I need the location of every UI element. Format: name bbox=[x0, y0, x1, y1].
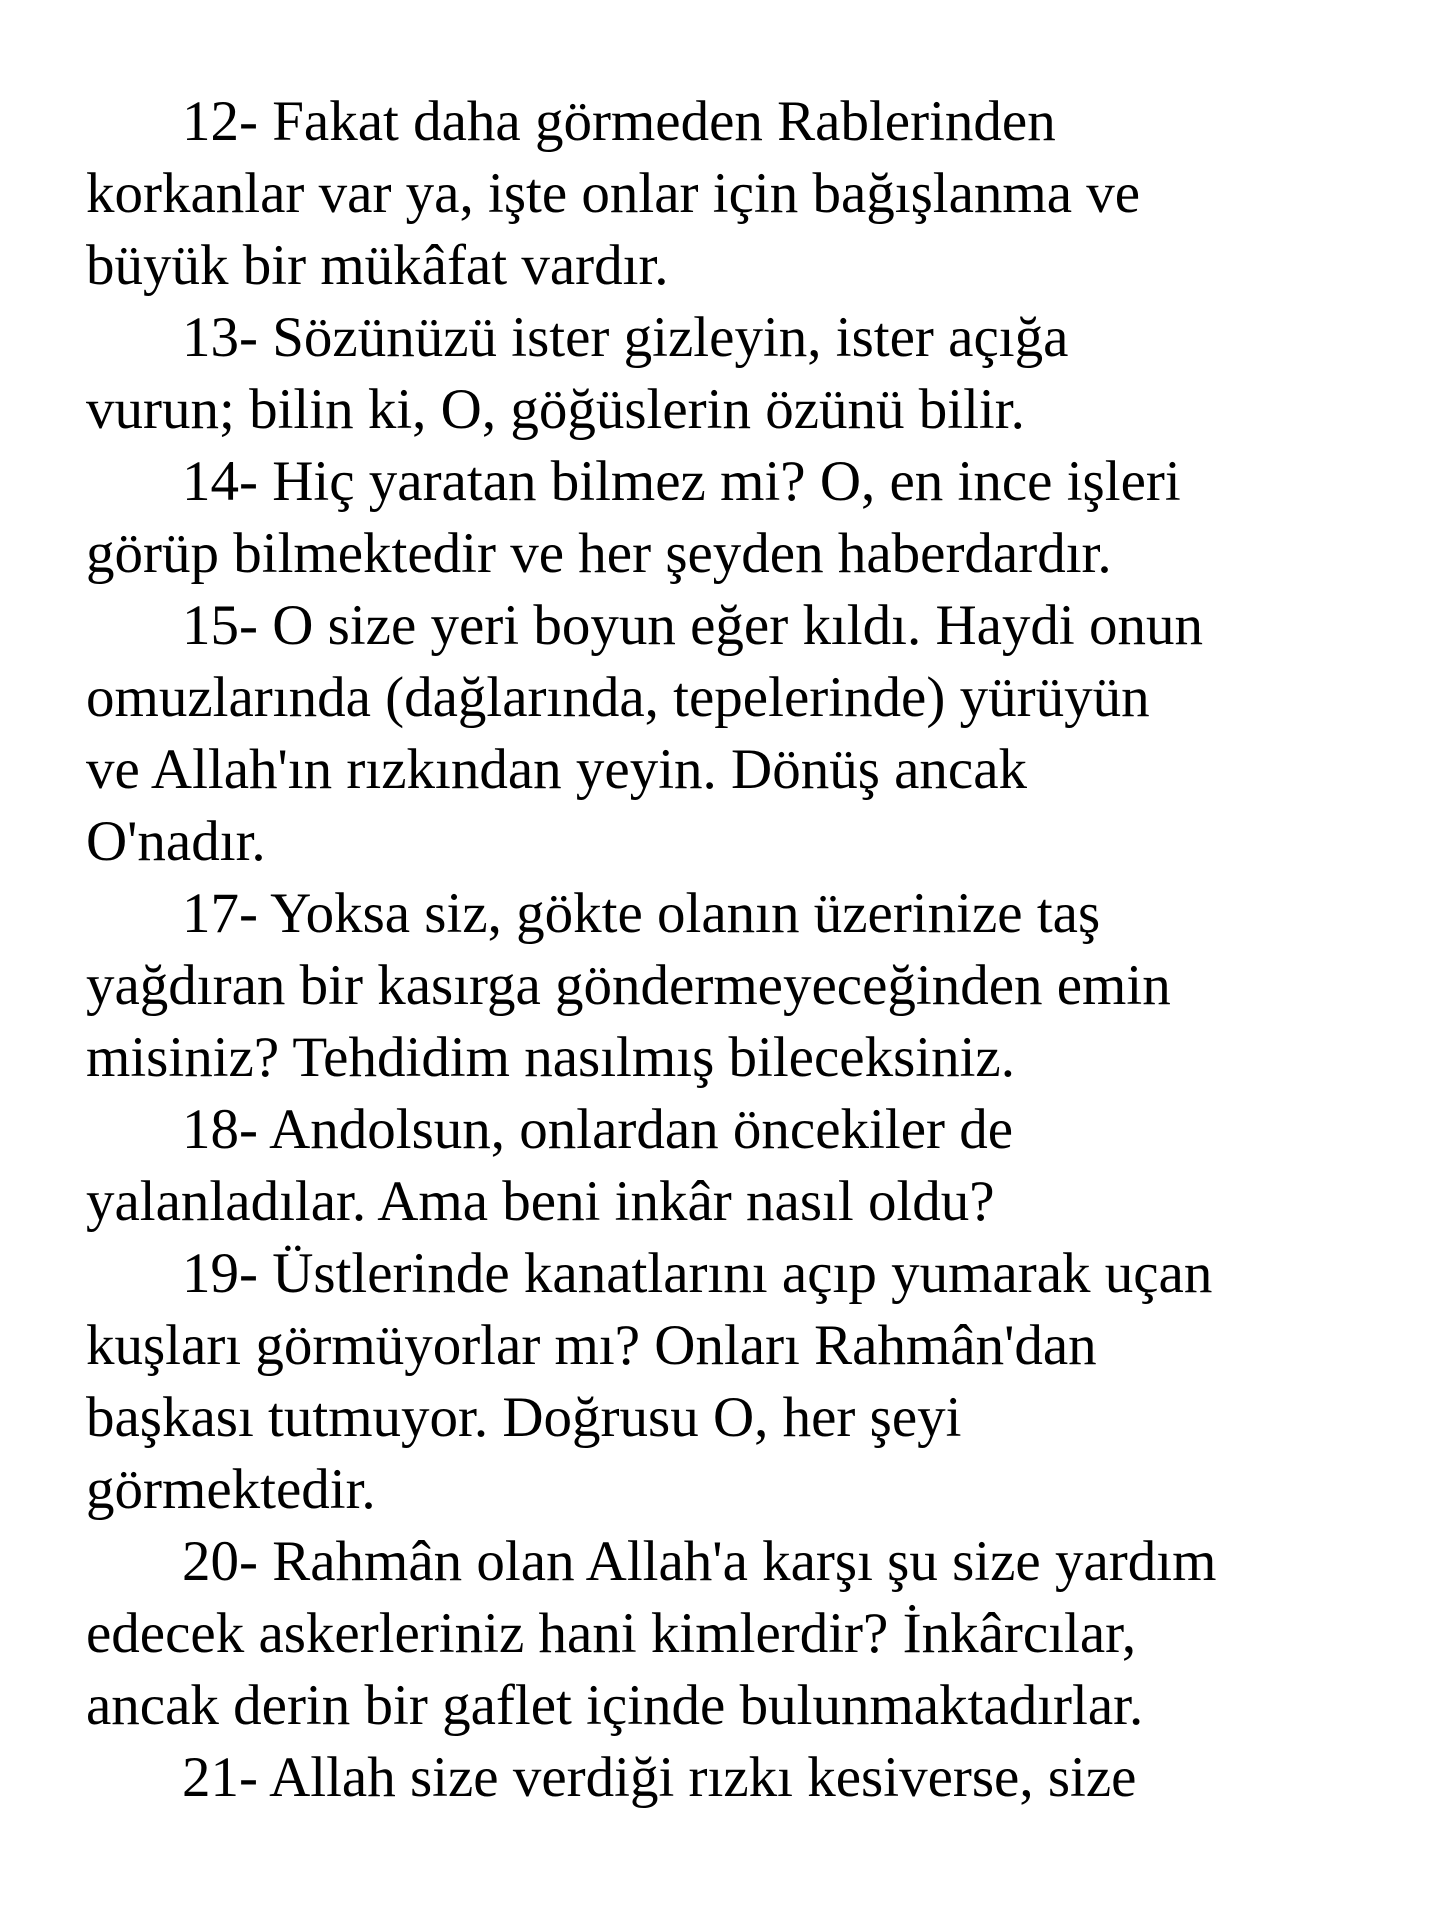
verse-12-line-3: büyük bir mükâfat vardır. bbox=[86, 234, 669, 297]
verse-18-line-1: 18- Andolsun, onlardan öncekiler de bbox=[182, 1098, 1014, 1161]
verse-19-line-2: kuşları görmüyorlar mı? Onları Rahmân'dan bbox=[86, 1314, 1097, 1377]
verse-13-line-2: vurun; bilin ki, O, göğüslerin özünü bilir. bbox=[86, 378, 1025, 441]
verse-12-line-1: 12- Fakat daha görmeden Rablerinden bbox=[182, 90, 1056, 153]
verse-19-line-1: 19- Üstlerinde kanatlarını açıp yumarak uçan bbox=[182, 1242, 1213, 1305]
verse-15-line-3: ve Allah'ın rızkından yeyin. Dönüş ancak bbox=[86, 738, 1028, 801]
verse-18-line-2: yalanladılar. Ama beni inkâr nasıl oldu? bbox=[86, 1170, 995, 1233]
verse-19-line-3: başkası tutmuyor. Doğrusu O, her şeyi bbox=[86, 1386, 962, 1449]
verse-14-line-2: görüp bilmektedir ve her şeyden haberdardır. bbox=[86, 522, 1112, 585]
verse-19-line-4: görmektedir. bbox=[86, 1458, 376, 1521]
verse-15-line-2: omuzlarında (dağlarında, tepelerinde) yürüyün bbox=[86, 666, 1150, 729]
verse-21-line-1: 21- Allah size verdiği rızkı kesiverse, size bbox=[182, 1746, 1137, 1809]
verse-17-line-1: 17- Yoksa siz, gökte olanın üzerinize taş bbox=[182, 882, 1101, 945]
verse-15-line-4: O'nadır. bbox=[86, 810, 266, 873]
verse-12-line-2: korkanlar var ya, işte onlar için bağışlanma ve bbox=[86, 162, 1141, 225]
verse-20-line-3: ancak derin bir gaflet içinde bulunmaktadırlar. bbox=[86, 1674, 1144, 1737]
verse-text-block bbox=[86, 86, 1406, 1814]
verse-20-line-2: edecek askerleriniz hani kimlerdir? İnkârcılar, bbox=[86, 1602, 1137, 1665]
verse-17-line-2: yağdıran bir kasırga göndermeyeceğinden emin bbox=[86, 954, 1171, 1017]
verse-17-line-3: misiniz? Tehdidim nasılmış bileceksiniz. bbox=[86, 1026, 1015, 1089]
verse-14-line-1: 14- Hiç yaratan bilmez mi? O, en ince işleri bbox=[182, 450, 1181, 513]
verse-13-line-1: 13- Sözünüzü ister gizleyin, ister açığa bbox=[182, 306, 1069, 369]
verse-20-line-1: 20- Rahmân olan Allah'a karşı şu size yardım bbox=[182, 1530, 1217, 1593]
verse-15-line-1: 15- O size yeri boyun eğer kıldı. Haydi onun bbox=[182, 594, 1204, 657]
